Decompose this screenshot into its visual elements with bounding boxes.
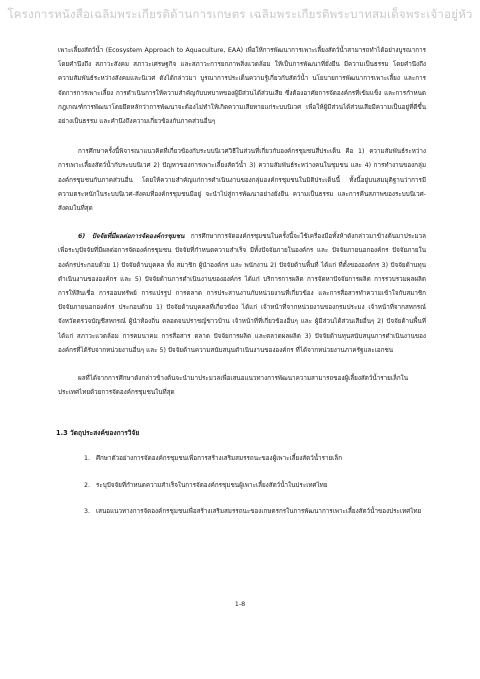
page-number: 1-8: [234, 600, 246, 608]
list-item: 3. เสนอแนวทางการจัดองค์กรชุมชนเพื่อสร้างเสริมสมรรถนะของเกษตรกรในการพัฒนาการเพาะเลี้ยงสัตว์น้ำของประเทศไทย: [84, 507, 422, 515]
list-item: 2. ระบุปัจจัยที่กำหนดความสำเร็จในการจัดองค์กรชุมชนผู้เพาะเลี้ยงสัตว์น้ำในประเทศไทย: [84, 481, 328, 489]
page-body: [58, 44, 426, 519]
factors-text: การศึกษาการจัดองค์กรชุมชนในครั้งนี้จะใช้เครื่องมือทั้งห้าดังกล่าวมาข้างต้นมาประมวลเพื่อระบุปัจจัยที่มีผลต่อการจัดองค์กรชุมชน ปัจจัยที่กำหนดความสำเร็จ มีทั้งปัจจัยภายในองค์กร และ ปัจจัยภายนอกองค์กร ปัจจัยภายในองค์กรประกอบด้วย 1) ปัจจัยด้านบุคคล ทั้ง สมาชิก ผู้นำองค์กร และ พนักงาน 2) ปัจจัยด้านพื้นที่ ได้แก่ ที่ตั้งขององค์กร 3) ปัจจัยด้านทุนดำเนินงานขององค์กร และ 5) ปัจจัยด้านการดำเนินงานขององค์กร ได้แก่ บริการการผลิต การจัดหาปัจจัยการผลิต การรวบรวมผลผลิต การให้สินเชื่อ การออมทรัพย์ การแปรรูป การตลาด การประสานงานกับหน่วยงานที่เกี่ยวข้อง และการสื่อสารทำความเข้าใจกับสมาชิก ปัจจัยภายนอกองค์กร ประกอบด้วย 1) ปัจจัยด้านบุคคลที่เกี่ยวข้อง ได้แก่ เจ้าหน้าที่จากหน่วยงานของกรมประมง เจ้าหน้าที่จากสหกรณ์จังหวัดตรวจบัญชีสหกรณ์ ผู้นำท้องถิ่น ตลอดจนปราชญ์ชาวบ้าน เจ้าหน้าที่ที่เกี่ยวข้องอื่นๆ และ ผู้มีส่วนได้ส่วนเสียอื่นๆ 2) ปัจจัยด้านพื้นที่ ได้แก่ สภาวะแวดล้อม การคมนาคม การสื่อสาร ตลาด ปัจจัยการผลิต และตลาดผลผลิต 3) ปัจจัยด้านทุนสนับสนุนการดำเนินงานขององค์กรที่ได้รับจากหน่วยงานอื่นๆ และ 5) ปัจจัยด้านความสนับสนุนดำเนินงานขององค์กร ที่ได้จากหน่วยงานภาครัฐและเอกชน: [58, 233, 427, 354]
list-item: 1. ศึกษาตัวอย่างการจัดองค์กรชุมชนเพื่อการสร้างเสริมสมรรถนะของผู้เพาะเลี้ยงสัตว์น้ำรายเล็ก: [84, 455, 343, 463]
paragraph-study-concepts: การศึกษาครั้งนี้พิจารณาแนวคิดที่เกี่ยวข้องกับระบบนิเวศวิธีในส่วนที่เกี่ยวกับองค์กรชุมชนสี่ประเด็น คือ 1) ความสัมพันธ์ระหว่างการเพาะเลี้ยงสัตว์น้ำกับระบบนิเวศ 2) ปัญหาของการเพาะเลี้ยงสัตว์น้ำ 3) ความสัมพันธ์ระหว่างคนในชุมชน และ 4) การทำงานของกลุ่มองค์กรชุมชนกับภาคส่วนอื่น โดยให้ความสำคัญแก่การดำเนินงานของกลุ่มองค์กรชุมชนในมิติประเด็นนี้ ทั้งนี้อยู่บนสมมุติฐานว่าการมีความตระหนักในระบบนิเวศ-สังคมที่องค์กรชุมชนมีอยู่ จะนำไปสู่การพัฒนาอย่างยั่งยืน ความเป็นธรรม และการคืนสภาพของระบบนิเวศ-สังคมในที่สุด: [58, 148, 426, 213]
factors-heading: 6) ปัจจัยที่มีผลต่อการจัดองค์กรชุมชน: [78, 233, 185, 241]
paragraph-eaa: เพาะเลี้ยงสัตว์น้ำ (Ecosystem Approach to Aquaculture, EAA) เพื่อให้การพัฒนาการเพาะเลี้ยงสัตว์น้ำสามารถทำได้อย่างบูรณาการโดยคำนึงถึง สภาวะสังคม สภาวะเศรษฐกิจ และสภาวะการยกภาพสิ่งแวดล้อม ให้เป็นการพัฒนาที่ยั่งยืน มีความเป็นธรรม โดยคำนึงถึงความสัมพันธ์ระหว่างสังคมและนิเวศ ดังได้กล่าวมา บูรณาการประเด็นความรู้เกี่ยวกับสัตว์น้ำ นโยบายการพัฒนาการเพาะเลี้ยง และการจัดการการเพาะเลี้ยง การดำเนินการให้ความสำคัญกับบทบาทของผู้มีส่วนได้ส่วนเสีย ซึ่งต้องอาศัยการจัดองค์กรที่เข้มแข็ง และการกำหนดกฎเกณฑ์การพัฒนาโดยยึดหลักว่าการพัฒนาจะต้องไม่ทำให้เกิดความเสียหายแก่ระบบนิเวศ เพื่อให้ผู้มีส่วนได้ส่วนเสียมีความเป็นอยู่ที่ดีขึ้นอย่างเป็นธรรม และคำนึงถึงความเกี่ยวข้องกับภาคส่วนอื่นๆ: [58, 47, 426, 126]
running-header: โครงการหนังสือเฉลิมพระเกียรติด้านการเกษตร เฉลิมพระเกียรติพระบาทสมเด็จพระเจ้าอยู่หัว: [7, 7, 473, 21]
section-heading: 1.3 วัตถุประสงค์ของการวิจัย: [56, 429, 140, 438]
paragraph-factors: [58, 230, 426, 358]
objectives-list: [58, 452, 426, 519]
paragraph-results: ผลที่ได้จากการศึกษาดังกล่าวข้างต้นจะนำมาประมวลเพื่อเสนอแนวทางการพัฒนาความสามารถของผู้เลี้ยงสัตว์น้ำรายเล็กในประเทศไทยด้วยการจัดองค์กรชุมชนในที่สุด: [58, 375, 409, 397]
